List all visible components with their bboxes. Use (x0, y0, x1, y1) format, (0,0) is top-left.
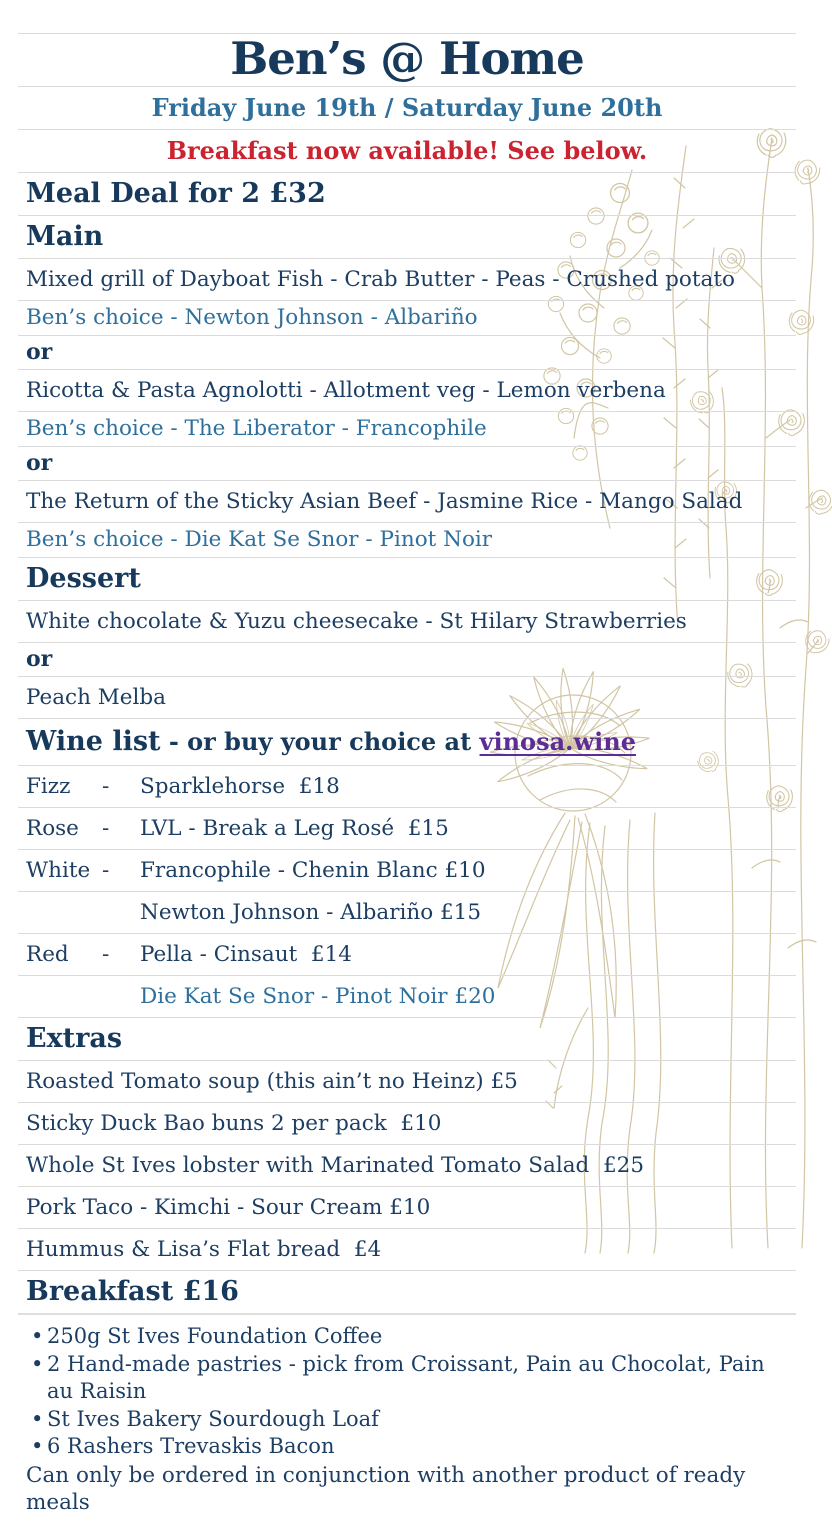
menu-item-main-2: Ricotta & Pasta Agnolotti - Allotment veg - Lemon verbena (18, 369, 796, 411)
menu-item-dessert-2: Peach Melba (18, 676, 796, 718)
breakfast-item: • 2 Hand-made pastries - pick from Croissant, Pain au Chocolat, Pain au Raisin (26, 1351, 771, 1406)
service-dates (18, 86, 796, 129)
section-heading-wine-list (18, 718, 796, 765)
wine-pairing-main-3: Ben’s choice - Die Kat Se Snor - Pinot Noir (18, 522, 796, 557)
extra-item-5: Hummus & Lisa’s Flat bread £4 (18, 1228, 796, 1270)
breakfast-item-list (26, 1323, 796, 1461)
wine-row-rose: Rose - LVL - Break a Leg Rosé £15 (18, 807, 796, 849)
wine-pairing-main-1: Ben’s choice - Newton Johnson - Albariño (18, 300, 796, 335)
vinosa-wine-link[interactable]: vinosa.wine (479, 727, 636, 756)
wine-row-red-1: Red - Pella - Cinsaut £14 (18, 933, 796, 975)
menu-item-main-3: The Return of the Sticky Asian Beef - Jasmine Rice - Mango Salad (18, 480, 796, 522)
top-margin (0, 0, 832, 33)
wine-row-white-1: White - Francophile - Chenin Blanc £10 (18, 849, 796, 891)
wine-list-subtitle: - or buy your choice at (168, 727, 472, 756)
extra-item-3: Whole St Ives lobster with Marinated Tomato Salad £25 (18, 1144, 796, 1186)
or-divider: or (18, 335, 796, 369)
breakfast-ordering-note: Can only be ordered in conjunction with another product of ready meals (26, 1462, 746, 1515)
breakfast-item: • 250g St Ives Foundation Coffee (26, 1323, 771, 1351)
section-heading-main: Main (18, 215, 796, 258)
menu-item-dessert-1: White chocolate & Yuzu cheesecake - St Hilary Strawberries (18, 600, 796, 642)
wine-row-white-2: Newton Johnson - Albariño £15 (18, 891, 796, 933)
or-divider: or (18, 446, 796, 480)
extra-item-4: Pork Taco - Kimchi - Sour Cream £10 (18, 1186, 796, 1228)
or-divider: or (18, 642, 796, 676)
section-heading-meal-deal: Meal Deal for 2 £32 (18, 172, 796, 215)
page-title (18, 33, 796, 86)
wine-list-title: Wine list (26, 726, 161, 757)
wine-row-red-2: Die Kat Se Snor - Pinot Noir £20 (18, 975, 796, 1017)
section-heading-extras: Extras (18, 1017, 796, 1060)
menu-item-main-1: Mixed grill of Dayboat Fish - Crab Butter - Peas - Crushed potato (18, 258, 796, 300)
wine-row-fizz: Fizz - Sparklehorse £18 (18, 765, 796, 807)
section-heading-dessert: Dessert (18, 557, 796, 600)
breakfast-notice (18, 129, 796, 172)
page-title-text: Ben’s @ Home (230, 32, 584, 85)
breakfast-details (18, 1313, 796, 1523)
extra-item-1: Roasted Tomato soup (this ain’t no Heinz) £5 (18, 1060, 796, 1102)
wine-pairing-main-2: Ben’s choice - The Liberator - Francophile (18, 411, 796, 446)
breakfast-notice-text: Breakfast now available! See below. (166, 136, 648, 165)
extra-item-2: Sticky Duck Bao buns 2 per pack £10 (18, 1102, 796, 1144)
section-heading-breakfast: Breakfast £16 (18, 1270, 796, 1313)
breakfast-item: • St Ives Bakery Sourdough Loaf (26, 1406, 771, 1434)
breakfast-item: • 6 Rashers Trevaskis Bacon (26, 1433, 771, 1461)
service-dates-text: Friday June 19th / Saturday June 20th (151, 93, 663, 122)
